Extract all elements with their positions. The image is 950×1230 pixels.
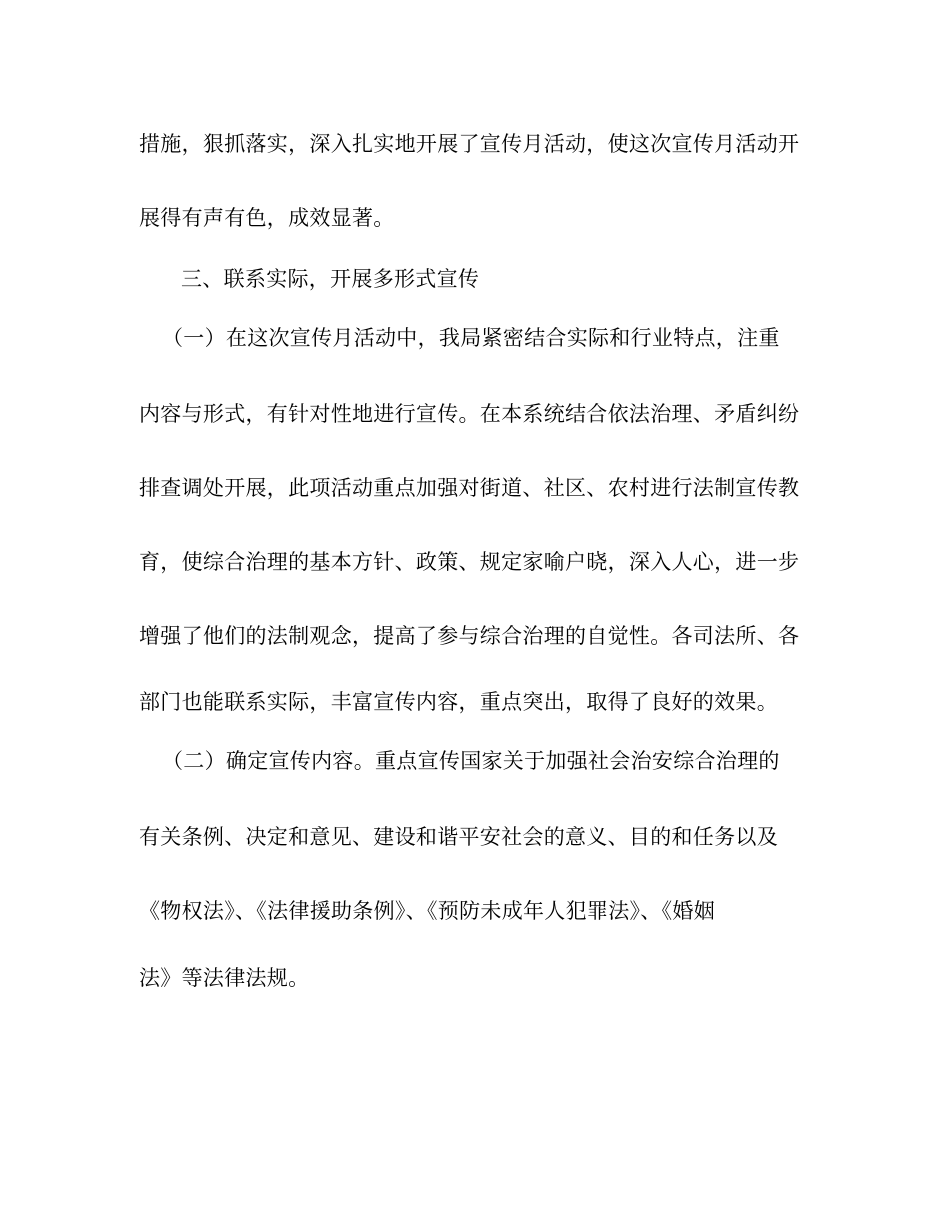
paragraph-line: 排查调处开展，此项活动重点加强对街道、社区、农村进行法制宣传教 xyxy=(139,476,800,500)
paragraph-line: 措施，狠抓落实，深入扎实地开展了宣传月活动，使这次宣传月活动开 xyxy=(139,132,800,156)
paragraph-line: 增强了他们的法制观念，提高了参与综合治理的自觉性。各司法所、各 xyxy=(139,624,800,648)
paragraph-line: 法》等法律法规。 xyxy=(139,966,310,990)
paragraph-line: 内容与形式，有针对性地进行宣传。在本系统结合依法治理、矛盾纠纷 xyxy=(139,402,800,426)
paragraph-line: 《物权法》、《法律援助条例》、《预防未成年人犯罪法》、《婚姻 xyxy=(139,899,715,923)
paragraph-line: （一）在这次宣传月活动中，我局紧密结合实际和行业特点，注重 xyxy=(162,326,780,350)
paragraph-line: 部门也能联系实际，丰富宣传内容，重点突出，取得了良好的效果。 xyxy=(139,690,778,714)
paragraph-line: （二）确定宣传内容。重点宣传国家关于加强社会治安综合治理的 xyxy=(162,749,780,773)
paragraph-line: 有关条例、决定和意见、建设和谐平安社会的意义、目的和任务以及 xyxy=(139,825,778,849)
paragraph-line: 展得有声有色，成效显著。 xyxy=(139,206,395,230)
section-heading: 三、联系实际，开展多形式宣传 xyxy=(181,267,480,291)
paragraph-line: 育，使综合治理的基本方针、政策、规定家喻户晓，深入人心，进一步 xyxy=(139,550,800,574)
